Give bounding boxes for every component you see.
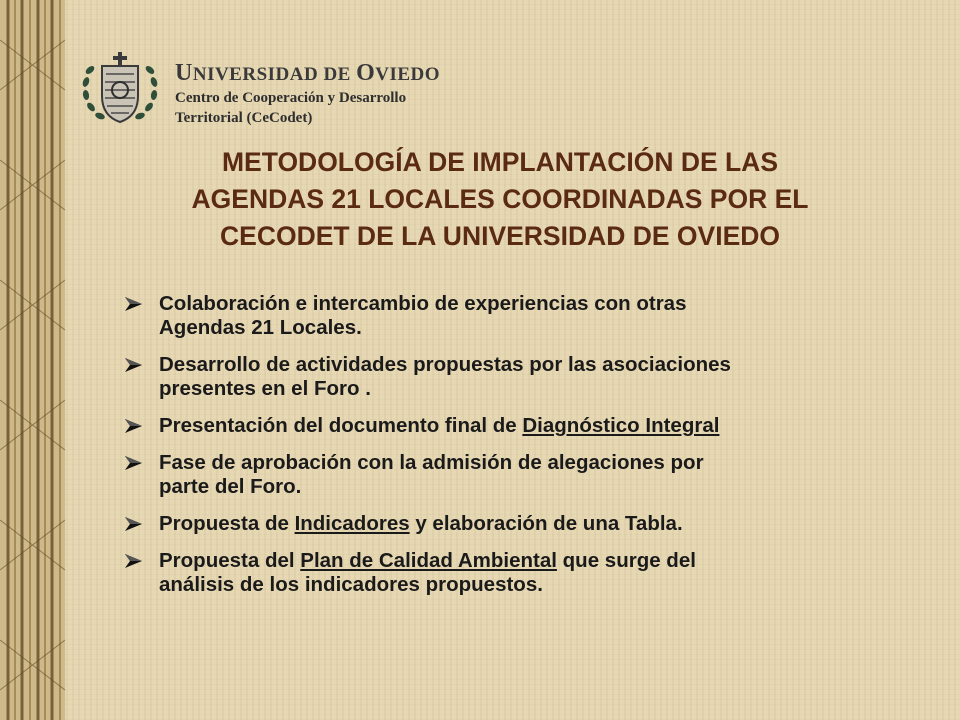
slide-title xyxy=(90,144,910,255)
arrow-bullet-icon xyxy=(124,514,144,534)
center-name-line-1: Centro de Cooperación y Desarrollo xyxy=(175,90,407,106)
plan-calidad-ambiental-link[interactable]: Plan de Calidad Ambiental xyxy=(300,549,557,572)
title-line-1: METODOLOGÍA DE IMPLANTACIÓN DE LAS xyxy=(221,147,778,177)
list-item: Desarrollo de actividades propuestas por las asociaciones presentes en el Foro . xyxy=(124,353,914,401)
list-item: Fase de aprobación con la admisión de alegaciones por parte del Foro. xyxy=(124,451,914,499)
arrow-bullet-icon xyxy=(124,453,144,473)
center-name-line-2: Territorial (CeCodet) xyxy=(175,110,313,126)
indicadores-link[interactable]: Indicadores xyxy=(294,512,410,535)
arrow-bullet-icon xyxy=(124,551,144,571)
list-item: Colaboración e intercambio de experiencias con otras Agendas 21 Locales. xyxy=(124,292,914,340)
university-name: UNIVERSIDAD DE OVIEDO xyxy=(175,60,441,86)
list-item: Propuesta de Indicadores y elaboración de una Tabla. xyxy=(124,512,914,536)
university-header xyxy=(78,48,498,134)
arrow-bullet-icon xyxy=(124,416,144,436)
title-line-3: CECODET DE LA UNIVERSIDAD DE OVIEDO xyxy=(220,221,780,251)
list-item: Presentación del documento final de Diagnóstico Integral xyxy=(124,414,914,438)
arrow-bullet-icon xyxy=(124,294,144,314)
diagnostico-integral-link[interactable]: Diagnóstico Integral xyxy=(522,414,720,437)
university-seal-icon xyxy=(78,52,162,126)
bullet-list xyxy=(124,292,914,610)
arrow-bullet-icon xyxy=(124,355,144,375)
title-line-2: AGENDAS 21 LOCALES COORDINADAS POR EL xyxy=(191,184,809,214)
list-item: Propuesta del Plan de Calidad Ambiental que surge del análisis de los indicadores propuestos. xyxy=(124,549,914,597)
decorative-left-border xyxy=(0,0,65,720)
